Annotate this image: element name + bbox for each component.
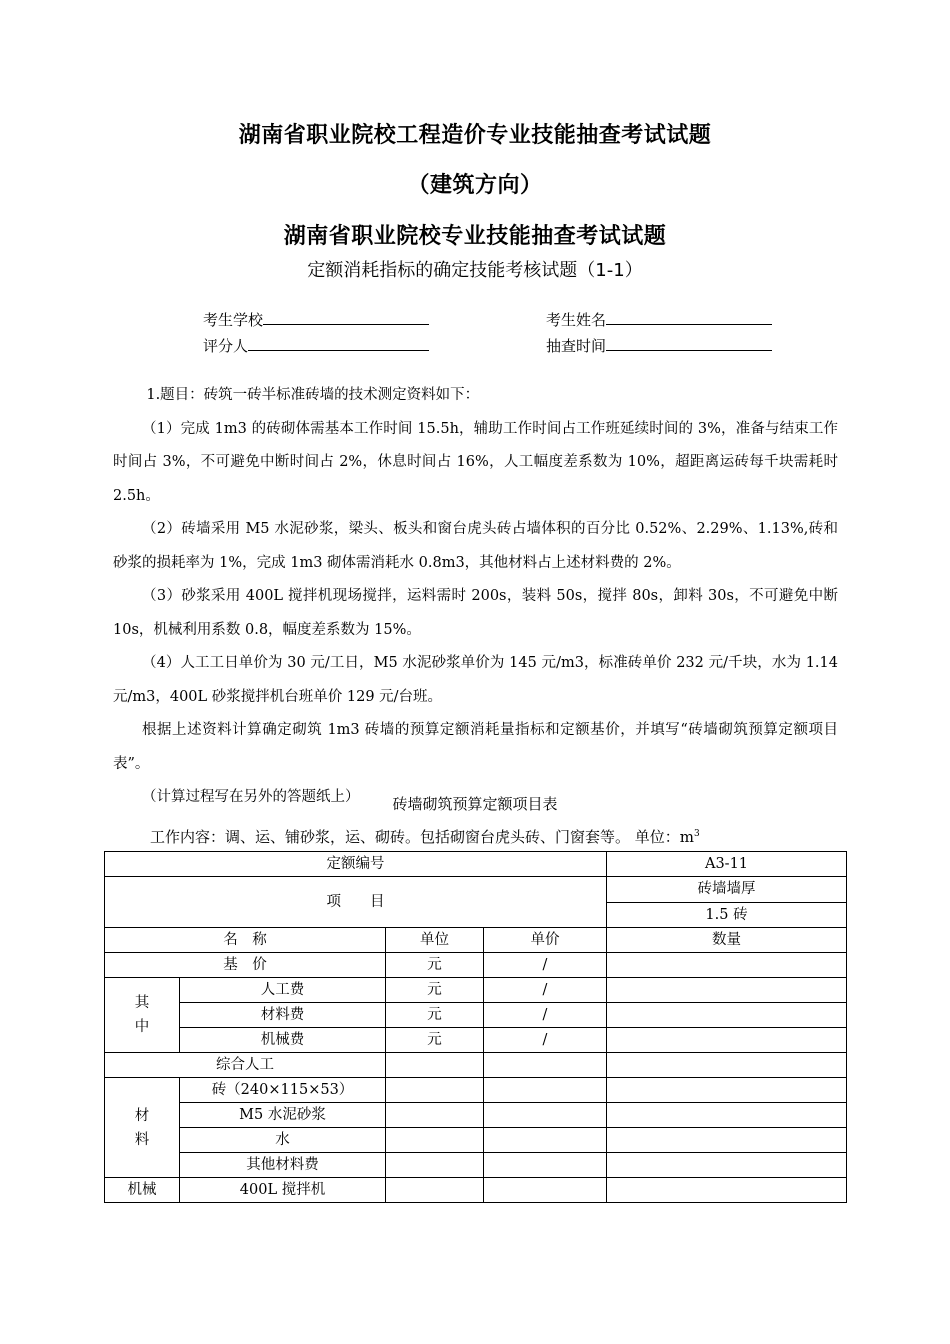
- question-item-1: （1）完成 1m3 的砖砌体需基本工作时间 15.5h，辅助工作时间占工作班延续时间的 3%，准备与结束工作时间占 3%，不可避免中断时间占 2%，休息时间占 16%，人工幅度差系数为 10%，超距离运砖每千块需耗时 2.5h。: [113, 420, 838, 504]
- table-row: [105, 928, 847, 953]
- question-item-4: （4）人工工日单价为 30 元/工日，M5 水泥砂浆单价为 145 元/m3，标准砖单价 232 元/千块，水为 1.14 元/m3，400L 砂浆搅拌机台班单价 129 元/台班。: [113, 655, 838, 705]
- unit-superscript: 3: [694, 829, 700, 839]
- labor-fee-price: /: [484, 978, 607, 1003]
- table-row: [105, 1103, 847, 1128]
- mixer-price[interactable]: [484, 1178, 607, 1203]
- mixer-unit[interactable]: [386, 1178, 484, 1203]
- among-group: 其 中: [105, 978, 180, 1053]
- name-blank[interactable]: [606, 310, 772, 325]
- labor-total-qty[interactable]: [607, 1053, 847, 1078]
- labor-fee-unit: 元: [386, 978, 484, 1003]
- school-blank[interactable]: [263, 310, 429, 325]
- question-note: （计算过程写在另外的答题纸上）: [142, 789, 360, 805]
- question-intro: 1.题目：砖筑一砖半标准砖墙的技术测定资料如下：: [146, 387, 480, 403]
- other-material-price[interactable]: [484, 1153, 607, 1178]
- table-row: [105, 1128, 847, 1153]
- school-label: 考生学校: [203, 311, 264, 329]
- mortar-label: M5 水泥砂浆: [180, 1103, 386, 1128]
- other-material-unit[interactable]: [386, 1153, 484, 1178]
- table-row: [105, 978, 847, 1003]
- school-field: [203, 309, 429, 330]
- quota-no-label: 定额编号: [105, 852, 607, 877]
- labor-fee-label: 人工费: [180, 978, 386, 1003]
- brick-unit[interactable]: [386, 1078, 484, 1103]
- exam-title: 定额消耗指标的确定技能考核试题（1-1）: [307, 260, 643, 281]
- table-row: [105, 1078, 847, 1103]
- brick-label: 砖（240×115×53）: [180, 1078, 386, 1103]
- grader-label: 评分人: [203, 337, 249, 355]
- table-row: [105, 852, 847, 877]
- mortar-qty[interactable]: [607, 1103, 847, 1128]
- item-label: 项 目: [105, 877, 607, 928]
- quota-no: A3-11: [607, 852, 847, 877]
- base-price-label: 基 价: [105, 953, 386, 978]
- question-body: [113, 379, 838, 815]
- work-content: [150, 826, 700, 847]
- mixer-qty[interactable]: [607, 1178, 847, 1203]
- table-row: [105, 953, 847, 978]
- time-field: [546, 335, 772, 356]
- col-price: 单价: [484, 928, 607, 953]
- main-title: 湖南省职业院校工程造价专业技能抽查考试试题: [238, 123, 712, 148]
- question-item-3: （3）砂浆采用 400L 搅拌机现场搅拌，运料需时 200s，装料 50s，搅拌 80s，卸料 30s，不可避免中断 10s，机械利用系数 0.8，幅度差系数为 15%。: [113, 588, 838, 638]
- base-price-unit: 元: [386, 953, 484, 978]
- quota-table: [104, 851, 847, 1203]
- mortar-unit[interactable]: [386, 1103, 484, 1128]
- mixer-label: 400L 搅拌机: [180, 1178, 386, 1203]
- water-unit[interactable]: [386, 1128, 484, 1153]
- water-label: 水: [180, 1128, 386, 1153]
- table-row: [105, 877, 847, 903]
- machine-fee-unit: 元: [386, 1028, 484, 1053]
- material-fee-price: /: [484, 1003, 607, 1028]
- labor-total-price[interactable]: [484, 1053, 607, 1078]
- sub-title: 湖南省职业院校专业技能抽查考试试题: [283, 224, 667, 249]
- time-label: 抽查时间: [546, 337, 607, 355]
- table-title: 砖墙砌筑预算定额项目表: [392, 795, 558, 813]
- direction-title: （建筑方向）: [407, 173, 543, 198]
- brick-qty[interactable]: [607, 1078, 847, 1103]
- machine-fee-label: 机械费: [180, 1028, 386, 1053]
- materials-group: 材 料: [105, 1078, 180, 1178]
- material-fee-qty[interactable]: [607, 1003, 847, 1028]
- table-row: [105, 1003, 847, 1028]
- water-price[interactable]: [484, 1128, 607, 1153]
- base-price-price: /: [484, 953, 607, 978]
- labor-fee-qty[interactable]: [607, 978, 847, 1003]
- grader-field: [203, 335, 429, 356]
- col-qty: 数量: [607, 928, 847, 953]
- material-fee-unit: 元: [386, 1003, 484, 1028]
- table-row: [105, 1053, 847, 1078]
- question-instruction: 根据上述资料计算确定砌筑 1m3 砖墙的预算定额消耗量指标和定额基价，并填写“砖墙砌筑预算定额项目表”。: [113, 722, 838, 772]
- name-field: [546, 309, 772, 330]
- other-material-label: 其他材料费: [180, 1153, 386, 1178]
- water-qty[interactable]: [607, 1128, 847, 1153]
- labor-total-label: 综合人工: [105, 1053, 386, 1078]
- machine-fee-price: /: [484, 1028, 607, 1053]
- work-content-text: 工作内容：调、运、铺砂浆，运、砌砖。包括砌窗台虎头砖、门窗套等。 单位：m: [150, 828, 694, 846]
- col-unit: 单位: [386, 928, 484, 953]
- brick-price[interactable]: [484, 1078, 607, 1103]
- col-name: 名 称: [105, 928, 386, 953]
- other-material-qty[interactable]: [607, 1153, 847, 1178]
- item-head-2: 1.5 砖: [607, 902, 847, 928]
- base-price-qty[interactable]: [607, 953, 847, 978]
- material-fee-label: 材料费: [180, 1003, 386, 1028]
- table-row: [105, 1028, 847, 1053]
- time-blank[interactable]: [606, 336, 772, 351]
- labor-total-unit[interactable]: [386, 1053, 484, 1078]
- mortar-price[interactable]: [484, 1103, 607, 1128]
- question-item-2: （2）砖墙采用 M5 水泥砂浆，梁头、板头和窗台虎头砖占墙体积的百分比 0.52%、2.29%、1.13%,砖和砂浆的损耗率为 1%，完成 1m3 砌体需消耗水 0.8m3，其他材料占上述材料费的 2%。: [113, 521, 838, 571]
- machine-group: 机械: [105, 1178, 180, 1203]
- grader-blank[interactable]: [248, 336, 429, 351]
- table-row: [105, 1178, 847, 1203]
- table-row: [105, 1153, 847, 1178]
- item-head-1: 砖墙墙厚: [607, 877, 847, 903]
- machine-fee-qty[interactable]: [607, 1028, 847, 1053]
- name-label: 考生姓名: [546, 311, 607, 329]
